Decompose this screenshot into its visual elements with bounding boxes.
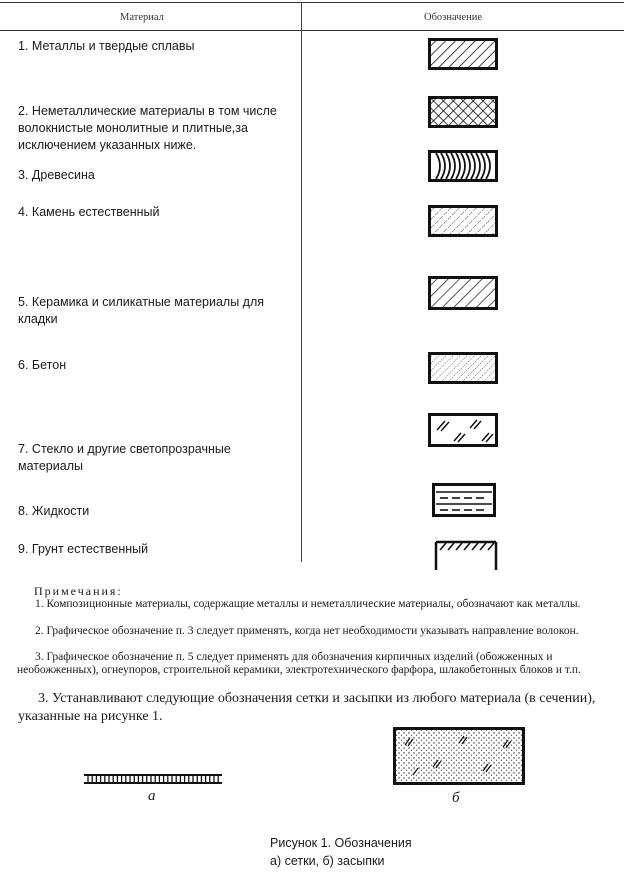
row-8-text: 8. Жидкости (18, 504, 90, 518)
ceramic-hatch-icon (428, 276, 498, 310)
row-6-text: 6. Бетон (18, 358, 67, 372)
row-9-text: 9. Грунт естественный (18, 542, 149, 556)
row-1-text: 1. Металлы и твердые сплавы (18, 39, 195, 53)
row-2-text: 2. Неметаллические материалы в том числе волокнистые монолитные и плитные,за исключением указанных ниже. (18, 104, 277, 152)
row-4-text: 4. Камень естественный (18, 205, 160, 219)
header-material: Материал (120, 12, 164, 23)
figure-label-b: б (452, 790, 460, 806)
note-2: 2. Графическое обозначение п. 3 следует применять, когда нет необходимости указывать направление волокон. (35, 625, 579, 637)
fill-symbol-icon (393, 727, 525, 785)
figure-caption-line2: а) сетки, б) засыпки (270, 854, 385, 868)
mesh-symbol-icon (84, 772, 224, 786)
note-1: 1. Композиционные материалы, содержащие металлы и неметаллические материалы, обозначают как металлы. (35, 598, 581, 610)
row-3-text: 3. Древесина (18, 168, 95, 182)
row-7-text: 7. Стекло и другие светопрозрачные материалы (18, 442, 231, 473)
soil-hatch-icon (434, 538, 498, 572)
table-column-divider (301, 2, 302, 562)
figure-label-a: а (148, 788, 156, 804)
wood-arcs-icon (428, 150, 498, 182)
glass-hatch-icon (428, 413, 498, 447)
note-3: 3. Графическое обозначение п. 5 следует применять для обозначения кирпичных изделий (обожженных и необожженных), огнеупоров, строительной керамики, электротехнического фарфора, шлакобетонных блоков и т.п. (17, 651, 581, 676)
liquid-lines-icon (432, 483, 496, 517)
cross-hatch-icon (428, 96, 498, 128)
notes-title: Примечания: (34, 584, 123, 598)
row-5-text: 5. Керамика и силикатные материалы для кладки (18, 295, 265, 326)
concrete-hatch-icon (428, 352, 498, 384)
table-header-divider (0, 30, 624, 31)
diagonal-hatch-icon (428, 38, 498, 70)
header-designation: Обозначение (424, 12, 483, 23)
table-top-border (0, 2, 624, 3)
figure-caption-line1: Рисунок 1. Обозначения (270, 836, 412, 850)
stone-hatch-icon (428, 205, 498, 237)
paragraph-mesh-fill: 3. Устанавливают следующие обозначения сетки и засыпки из любого материала (в сечении), указанные на рисунке 1. (18, 691, 596, 724)
